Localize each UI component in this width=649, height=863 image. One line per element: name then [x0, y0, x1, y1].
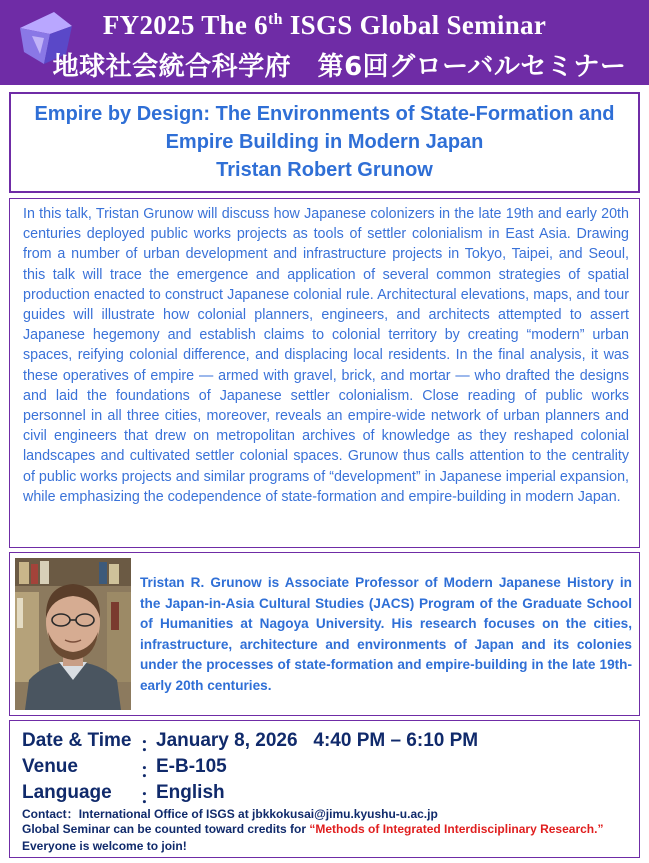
contact-value: International Office of ISGS at jbkkokusai@jimu.kyushu-u.ac.jp — [78, 807, 438, 821]
credit-prefix: Global Seminar can be counted toward credits for — [22, 822, 310, 836]
date-time-label: Date & Time — [22, 730, 132, 751]
credit-line — [22, 822, 603, 836]
talk-title-box — [9, 92, 640, 193]
seminar-header — [0, 0, 649, 85]
bio-box — [9, 552, 640, 716]
language-value: English — [156, 782, 225, 803]
header-title-ja: 地球社会統合科学府 第6回グローバルセミナー — [52, 52, 627, 82]
date-time-value: January 8, 2026 4:40 PM – 6:10 PM — [156, 730, 479, 751]
talk-title-line2: Empire Building in Modern Japan — [165, 131, 484, 153]
speaker-photo — [15, 558, 131, 710]
venue-value: E-B-105 — [156, 756, 227, 777]
welcome-line: Everyone is welcome to join! — [22, 839, 187, 853]
abstract-text: In this talk, Tristan Grunow will discuss how Japanese colonizers in the late 19th and early 20th centuries deployed public works projects as tools of settler colonialism in East Asia. Drawing from a number of urban development and infrastructure projects in Tokyo, Taipei, and Seoul, this talk will trace the emergence and application of several common strategies of spatial production enacted to construct Japanese colonial rule. Architectural elevations, maps, and tour guides will illustrate how colonial planners, engineers, and architects attempted to assert Japanese hegemony and establish claims to colonial territory by creating “modern” urban spaces, reifying colonial difference, and displacing local residents. In the final analysis, it was these operatives of empire — armed with gravel, brick, and mortar — who drafted the designs and laid the foundations of Japanese settler colonialism. Close reading of public works personnel in all three cities, moreover, reveals an empire-wide network of urban planners and civil engineers that drew on metropolitan archives of knowledge as they reshaped colonial landscapes and cultivated settler colonial spaces. Grunow thus calls attention to the centrality of public works projects and similar programs of “development” in Japanese imperial expansion, while emphasizing the codependence of state-formation and empire-building in modern Japan. — [23, 206, 629, 505]
language-label: Language — [22, 782, 112, 803]
venue-label: Venue — [22, 756, 78, 777]
language-colon: ： — [140, 787, 160, 808]
speaker-bio: Tristan R. Grunow is Associate Professor of Modern Japanese History in the Japan-in-Asia Cultural Studies (JACS) Program of the Graduate School of Humanities at Nagoya University. His research focuses on the cities, infrastructure, architecture and environments of Japan and its colonies under the processes of state-formation and empire-building in the late 19th-early 20th centuries. — [140, 575, 632, 693]
talk-title-line1: Empire by Design: The Environments of State-Formation and — [34, 103, 615, 125]
header-title-en: FY2025 The 6th ISGS Global Seminar — [102, 10, 547, 40]
credit-course: “Methods of Integrated Interdisciplinary Research.” — [309, 822, 604, 836]
contact-colon: ： — [66, 807, 79, 821]
date-time-colon: ： — [140, 735, 160, 756]
event-info-box — [9, 720, 640, 858]
venue-colon: ： — [140, 761, 160, 782]
abstract-box — [9, 198, 640, 548]
speaker-name: Tristan Robert Grunow — [216, 159, 433, 181]
contact-label: Contact — [22, 807, 67, 821]
contact-line — [22, 805, 438, 822]
